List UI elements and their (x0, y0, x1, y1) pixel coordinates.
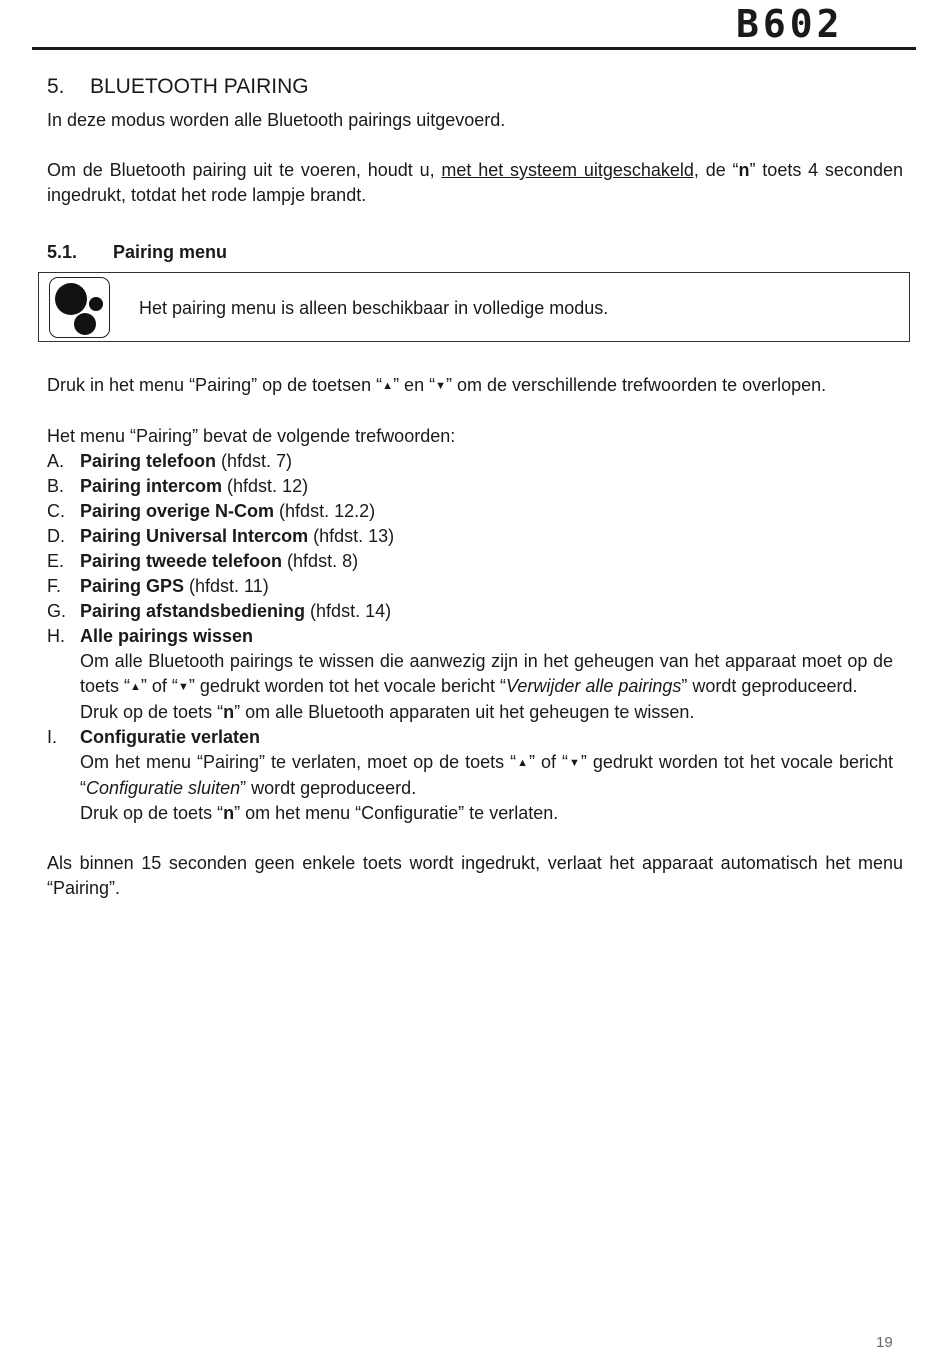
list-item-description: Om alle Bluetooth pairings te wissen die aanwezig zijn in het geheugen van het apparaat moet op de toets “▲” of “▼” gedrukt worden tot het vocale bericht “Verwijder alle pairings” wordt geproduceerd. (80, 651, 893, 696)
section-number: 5. (47, 75, 65, 98)
list-item: B. Pairing intercom (hfdst. 12) (47, 476, 309, 496)
list-item-action: Druk op de toets “n” om alle Bluetooth apparaten uit het geheugen te wissen. (80, 702, 695, 722)
arrow-up-icon: ▲ (516, 757, 529, 769)
list-intro: Het menu “Pairing” bevat de volgende trefwoorden: (47, 426, 456, 446)
section-title: BLUETOOTH PAIRING (90, 75, 309, 98)
header-rule (32, 47, 916, 50)
arrow-down-icon: ▼ (177, 681, 189, 693)
list-item-description: Om het menu “Pairing” te verlaten, moet op de toets “▲” of “▼” gedrukt worden tot het vocale bericht “Configuratie sluiten” wordt geproduceerd. (80, 752, 893, 798)
section-paragraph-2: Om de Bluetooth pairing uit te voeren, houdt u, met het systeem uitgeschakeld, de “n” toets 4 seconden ingedrukt, totdat het rode lampje brandt. (47, 160, 903, 205)
list-item: C. Pairing overige N-Com (hfdst. 12.2) (47, 501, 376, 521)
list-item: G. Pairing afstandsbediening (hfdst. 14) (47, 601, 392, 621)
list-item: A. Pairing telefoon (hfdst. 7) (47, 451, 293, 471)
arrow-up-icon: ▲ (382, 380, 394, 392)
underlined-phrase: met het systeem uitgeschakeld, (441, 160, 699, 180)
keyword-list (47, 449, 903, 826)
page-content (47, 72, 903, 901)
page-number: 19 (876, 1334, 893, 1351)
subsection-number: 5.1. (47, 242, 78, 262)
brand-logo: B602 (736, 2, 844, 46)
list-item: I. Configuratie verlaten Om het menu “Pairing” te verlaten, moet op de toets “▲” of “▼” gedrukt worden tot het vocale bericht “Configuratie sluiten” wordt geproduceerd. Druk op de toets “n” om het menu “Configuratie” te verlaten. (47, 725, 903, 826)
subsection-heading (47, 240, 903, 265)
section-heading (47, 72, 903, 102)
note-text: Het pairing menu is alleen beschikbaar in volledige modus. (139, 298, 609, 318)
note-icon (49, 277, 110, 338)
key-n: n (738, 160, 750, 180)
navigation-instruction: Druk in het menu “Pairing” op de toetsen “▲” en “▼” om de verschillende trefwoorden te overlopen. (47, 375, 827, 395)
subsection-title: Pairing menu (113, 242, 228, 262)
list-item: D. Pairing Universal Intercom (hfdst. 13) (47, 526, 395, 546)
key-n: n (223, 702, 235, 722)
note-box (38, 272, 910, 342)
list-item-action: Druk op de toets “n” om het menu “Configuratie” te verlaten. (80, 803, 559, 823)
arrow-down-icon: ▼ (568, 757, 581, 769)
list-item: E. Pairing tweede telefoon (hfdst. 8) (47, 551, 359, 571)
list-item: F. Pairing GPS (hfdst. 11) (47, 576, 269, 596)
arrow-up-icon: ▲ (130, 681, 141, 693)
list-item: H. Alle pairings wissen Om alle Bluetooth pairings te wissen die aanwezig zijn in het geheugen van het apparaat moet op de toets “▲” of “▼” gedrukt worden tot het vocale bericht “Verwijder alle pairings” wordt geproduceerd. Druk op de toets “n” om alle Bluetooth apparaten uit het geheugen te wissen. (47, 624, 903, 725)
key-n: n (223, 803, 235, 823)
section-intro: In deze modus worden alle Bluetooth pairings uitgevoerd. (47, 110, 506, 130)
closing-paragraph: Als binnen 15 seconden geen enkele toets wordt ingedrukt, verlaat het apparaat automatisch het menu “Pairing”. (47, 853, 903, 898)
arrow-down-icon: ▼ (435, 380, 446, 392)
